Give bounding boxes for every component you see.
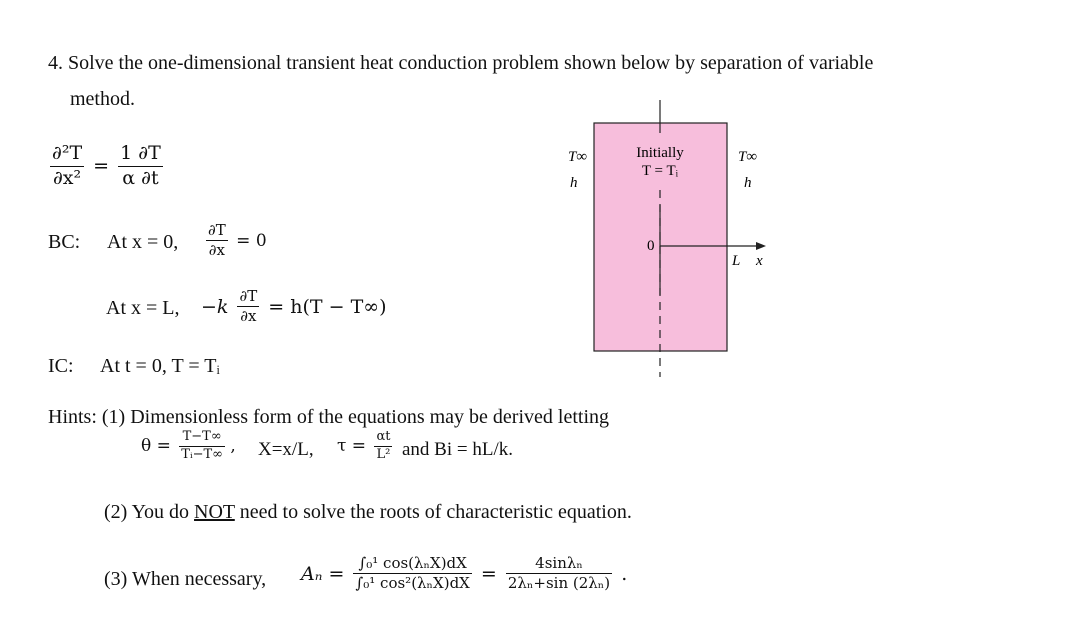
bc2-rhs: = h(T − T∞) — [268, 295, 387, 318]
bc-label: BC: — [48, 231, 81, 253]
An-closed-denominator: 2λₙ+sin (2λₙ) — [507, 574, 611, 593]
tau-fraction — [374, 430, 392, 463]
right-h: h — [744, 175, 752, 191]
tau-denominator: L² — [376, 446, 391, 462]
left-h: h — [570, 175, 578, 191]
theta-comma: , — [230, 435, 236, 456]
bc2-prefix: At x = L, — [106, 297, 180, 319]
bc2-denominator: ∂x — [240, 307, 257, 326]
An-closed-numerator: 4sinλₙ — [506, 555, 612, 574]
initially-label: Initially — [636, 145, 684, 161]
ic-text: At t = 0, T = Tᵢ — [100, 355, 220, 377]
An-integral-denominator: ∫₀¹ cos²(λₙX)dX — [355, 574, 470, 593]
hint-2-suffix: need to solve the roots of characteristic equation. — [234, 501, 632, 523]
An-closed-fraction — [506, 555, 612, 593]
tau-lhs: τ = — [337, 436, 367, 457]
tau-definition — [334, 430, 392, 463]
heat-equation — [50, 143, 163, 190]
x-label: x — [756, 253, 763, 269]
hint-1: Hints: (1) Dimensionless form of the equations may be derived letting — [48, 406, 609, 428]
bc1-numerator: ∂T — [206, 222, 228, 241]
X-definition: X=x/L, — [258, 439, 314, 460]
An-equals: = — [480, 562, 497, 585]
An-integral-fraction — [353, 555, 471, 593]
L-label: L — [732, 253, 741, 269]
bc1-equation — [206, 222, 270, 260]
An-lhs: Aₙ = — [301, 562, 345, 585]
one-dT-numerator: 1 ∂T — [118, 143, 163, 167]
bi-definition: and Bi = hL/k. — [402, 439, 513, 460]
theta-numerator: T−T∞ — [179, 430, 225, 447]
bc2-numerator: ∂T — [237, 288, 259, 307]
An-period: . — [621, 562, 628, 585]
bc1-denominator: ∂x — [208, 241, 225, 260]
hint-2-prefix: (2) You do — [104, 501, 195, 523]
ic-label: IC: — [48, 355, 74, 377]
tau-numerator: αt — [374, 430, 392, 447]
x-axis-arrowhead — [756, 242, 766, 250]
initial-temperature-label: T = Tᵢ — [641, 163, 679, 179]
bc2-equation — [198, 288, 390, 326]
bc1-rhs: = 0 — [236, 230, 267, 251]
right-T-infinity: T∞ — [738, 149, 758, 165]
bc1-prefix: At x = 0, — [107, 231, 179, 253]
alpha-dt-denominator: α ∂t — [122, 166, 159, 189]
theta-denominator: Tᵢ−T∞ — [181, 446, 223, 462]
d2T-numerator: ∂²T — [50, 143, 84, 167]
theta-lhs: θ = — [141, 436, 171, 457]
bc2-derivative — [237, 288, 259, 326]
An-integral-numerator: ∫₀¹ cos(λₙX)dX — [353, 555, 471, 574]
hint-2-not: NOT — [194, 501, 235, 523]
An-equation — [298, 555, 630, 593]
dx2-denominator: ∂x² — [52, 166, 82, 189]
problem-line-1: 4. Solve the one-dimensional transient heat conduction problem shown below by separation of variable — [48, 52, 874, 74]
origin-label: 0 — [647, 238, 655, 254]
bc2-minus-k: −k — [201, 295, 229, 318]
slab-diagram — [540, 95, 800, 395]
equals-sign: = — [93, 155, 110, 178]
dT-dt-fraction — [118, 143, 163, 190]
left-T-infinity: T∞ — [568, 149, 588, 165]
hint-3-prefix: (3) When necessary, — [104, 568, 267, 590]
hint-2 — [104, 501, 632, 524]
theta-fraction — [179, 430, 225, 463]
problem-line-2: method. — [70, 88, 135, 110]
hint-1-definitions — [138, 430, 236, 463]
d2T-dx2-fraction — [50, 143, 84, 190]
bc1-derivative — [206, 222, 228, 260]
